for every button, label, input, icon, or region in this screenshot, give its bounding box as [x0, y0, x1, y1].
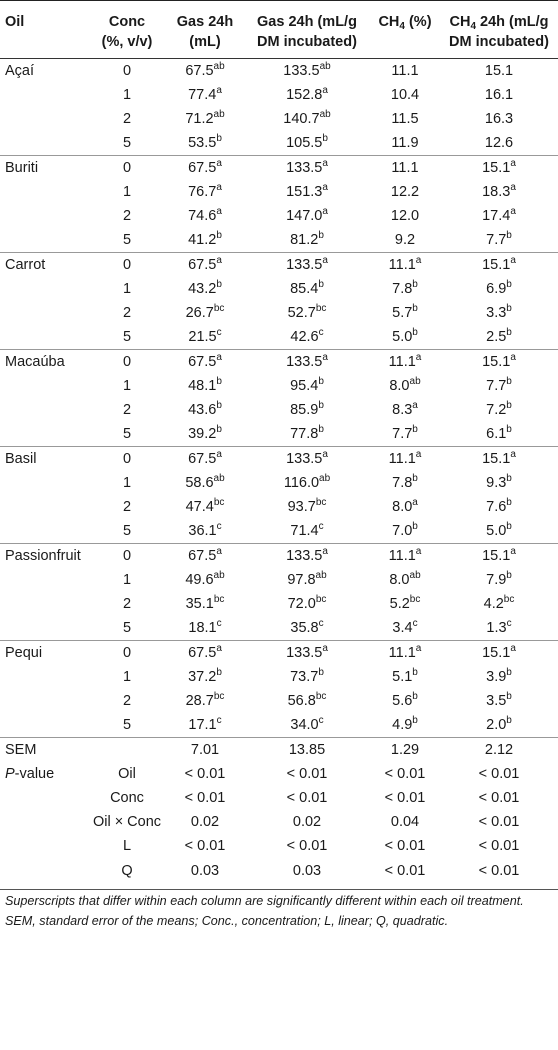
- oil-name: [0, 204, 88, 228]
- table-row: [0, 204, 558, 228]
- stats-row: [0, 762, 558, 786]
- table-row: [0, 253, 558, 278]
- gas-24h-dm-value: 133.5$^a$: [244, 350, 370, 375]
- oil-name: [0, 616, 88, 641]
- gas-24h-dm-value: 133.5$^{ab}$: [283, 61, 331, 79]
- header-conc: Conc (%, v/v): [88, 1, 166, 59]
- ch4-percent-value: 8.0$^{ab}$: [389, 570, 421, 588]
- conc-value: 2: [122, 693, 132, 709]
- oil-name: [0, 495, 88, 519]
- oil-name: [0, 228, 88, 253]
- stats-gas-24h-dm: 0.02: [292, 814, 322, 830]
- stats-ch4-24h-dm: < 0.01: [478, 790, 520, 806]
- stats-ch4-percent: < 0.01: [384, 838, 426, 854]
- gas-24h-value: 53.5$^b$: [188, 133, 222, 151]
- gas-24h-dm-value: 81.2$^b$: [290, 230, 324, 248]
- stats-ch4-24h-dm: < 0.01: [478, 838, 520, 854]
- footnote: Superscripts that differ within each column are significantly different within each oil treatment.: [5, 894, 524, 908]
- stats-label: [0, 858, 88, 890]
- stats-gas-24h: 7.01: [166, 738, 244, 763]
- gas-24h-dm-value: 77.8$^b$: [290, 424, 324, 442]
- ch4-percent-value: 5.7$^b$: [392, 303, 418, 321]
- oil-name: Macaúba: [0, 350, 88, 375]
- oil-name: [0, 519, 88, 544]
- gas-24h-dm-value: 34.0$^c$: [290, 715, 324, 733]
- ch4-24h-dm-value: 7.2$^b$: [486, 400, 512, 418]
- conc-value: 0: [88, 447, 166, 472]
- stats-term: Q: [88, 858, 166, 890]
- ch4-percent-value: 11.1$^a$: [370, 544, 440, 569]
- gas-24h-dm-value: 93.7$^{bc}$: [287, 497, 327, 515]
- table-row: [0, 156, 558, 181]
- conc-value: 0: [88, 253, 166, 278]
- ch4-24h-dm-value: 15.1$^a$: [440, 641, 558, 666]
- table-row: [0, 325, 558, 350]
- ch4-percent-value: 8.0$^{ab}$: [389, 376, 421, 394]
- ch4-24h-dm-value: 15.1$^a$: [440, 156, 558, 181]
- gas-24h-dm-value: 72.0$^{bc}$: [287, 594, 327, 612]
- table-row: [0, 350, 558, 375]
- stats-gas-24h: 0.02: [190, 814, 220, 830]
- table-row: [0, 641, 558, 666]
- table-row: [0, 447, 558, 472]
- ch4-percent-value: 11.1$^a$: [370, 641, 440, 666]
- gas-24h-value: 39.2$^b$: [188, 424, 222, 442]
- conc-value: 2: [122, 402, 132, 418]
- gas-24h-dm-value: 42.6$^c$: [290, 327, 324, 345]
- gas-24h-value: 37.2$^b$: [188, 667, 222, 685]
- oil-name: [0, 592, 88, 616]
- conc-value: 1: [122, 378, 132, 394]
- table-row: [0, 83, 558, 107]
- ch4-24h-dm-value: 1.3$^c$: [486, 618, 512, 636]
- conc-value: 1: [122, 572, 132, 588]
- gas-24h-value: 26.7$^{bc}$: [185, 303, 225, 321]
- oil-name: [0, 713, 88, 738]
- table-row: [0, 592, 558, 616]
- ch4-24h-dm-value: 6.1$^b$: [486, 424, 512, 442]
- stats-gas-24h: < 0.01: [184, 766, 226, 782]
- ch4-24h-dm-value: 15.1$^a$: [440, 350, 558, 375]
- ch4-percent-value: 12.2: [390, 184, 420, 200]
- gas-24h-value: 67.5$^a$: [166, 544, 244, 569]
- ch4-24h-dm-value: 15.1$^a$: [440, 447, 558, 472]
- gas-24h-dm-value: 133.5$^a$: [244, 447, 370, 472]
- conc-value: 5: [122, 426, 132, 442]
- header-gas-24h: Gas 24h (mL): [166, 1, 244, 59]
- ch4-24h-dm-value: 2.5$^b$: [486, 327, 512, 345]
- table-footnotes: [0, 890, 558, 930]
- conc-value: 0: [88, 350, 166, 375]
- ch4-24h-dm-value: 3.5$^b$: [486, 691, 512, 709]
- stats-label: [0, 810, 88, 834]
- ch4-percent-value: 10.4: [390, 87, 420, 103]
- gas-24h-value: 67.5$^a$: [166, 253, 244, 278]
- ch4-percent-value: 8.0$^a$: [392, 497, 418, 515]
- table-row: [0, 374, 558, 398]
- table-header: [0, 1, 558, 59]
- table-row: [0, 107, 558, 131]
- ch4-24h-dm-value: 9.3$^b$: [486, 473, 512, 491]
- stats-term: [88, 738, 166, 763]
- ch4-percent-value: 11.1$^a$: [370, 253, 440, 278]
- oil-name: [0, 422, 88, 447]
- stats-gas-24h: 0.03: [166, 858, 244, 890]
- stats-ch4-percent: < 0.01: [384, 790, 426, 806]
- oil-name: [0, 374, 88, 398]
- header-gas-24h-dm: Gas 24h (mL/g DM incubated): [244, 1, 370, 59]
- ch4-24h-dm-value: 6.9$^b$: [486, 279, 512, 297]
- ch4-percent-value: 5.1$^b$: [392, 667, 418, 685]
- table-row: [0, 277, 558, 301]
- table-row: [0, 301, 558, 325]
- oil-name: Buriti: [0, 156, 88, 181]
- ch4-percent-value: 12.0: [390, 208, 420, 224]
- ch4-percent-value: 3.4$^c$: [392, 618, 418, 636]
- oil-name: [0, 665, 88, 689]
- oil-name: Carrot: [0, 253, 88, 278]
- gas-24h-dm-value: 140.7$^{ab}$: [283, 109, 331, 127]
- gas-24h-value: 48.1$^b$: [188, 376, 222, 394]
- conc-value: 1: [122, 475, 132, 491]
- header-ch4-percent: $CH_4$ (%): [370, 1, 440, 59]
- gas-24h-value: 43.6$^b$: [188, 400, 222, 418]
- conc-value: 2: [122, 499, 132, 515]
- stats-term: Oil × Conc: [92, 814, 162, 830]
- oil-name: Açaí: [5, 63, 35, 79]
- gas-24h-dm-value: 105.5$^b$: [286, 133, 328, 151]
- table-row: [0, 665, 558, 689]
- gas-24h-dm-value: 56.8$^{bc}$: [287, 691, 327, 709]
- gas-24h-value: 76.7$^a$: [188, 182, 222, 200]
- table-body: [0, 59, 558, 890]
- table-row: [0, 471, 558, 495]
- gas-24h-value: 36.1$^c$: [188, 521, 222, 539]
- ch4-24h-dm-value: 12.6: [484, 135, 514, 151]
- gas-24h-value: 21.5$^c$: [188, 327, 222, 345]
- gas-24h-value: 43.2$^b$: [188, 279, 222, 297]
- oil-name: [0, 325, 88, 350]
- ch4-percent-value: 11.9: [391, 135, 419, 151]
- stats-ch4-24h-dm: < 0.01: [478, 766, 520, 782]
- stats-ch4-percent: 0.04: [390, 814, 420, 830]
- gas-24h-dm-value: 85.9$^b$: [290, 400, 324, 418]
- stats-gas-24h-dm: 13.85: [244, 738, 370, 763]
- table-row: [0, 180, 558, 204]
- gas-24h-value: 74.6$^a$: [188, 206, 222, 224]
- table-row: [0, 689, 558, 713]
- gas-24h-value: 17.1$^c$: [188, 715, 222, 733]
- ch4-24h-dm-value: 7.6$^b$: [486, 497, 512, 515]
- table-row: [0, 398, 558, 422]
- ch4-percent-value: 11.5: [391, 111, 419, 127]
- stats-row: [0, 834, 558, 858]
- gas-24h-value: 58.6$^{ab}$: [185, 473, 225, 491]
- oil-name: Passionfruit: [0, 544, 88, 569]
- stats-gas-24h-dm: < 0.01: [286, 838, 328, 854]
- stats-gas-24h-dm: 0.03: [244, 858, 370, 890]
- ch4-24h-dm-value: 15.1$^a$: [440, 253, 558, 278]
- oil-name: [0, 277, 88, 301]
- ch4-24h-dm-value: 15.1: [484, 63, 514, 79]
- conc-value: 0: [88, 544, 166, 569]
- table-row: [0, 713, 558, 738]
- ch4-percent-value: 11.1: [370, 156, 440, 181]
- ch4-percent-value: 7.8$^b$: [392, 473, 418, 491]
- oil-name: [0, 107, 88, 131]
- stats-ch4-24h-dm: < 0.01: [440, 858, 558, 890]
- gas-24h-value: 49.6$^{ab}$: [185, 570, 225, 588]
- conc-value: 5: [122, 135, 132, 151]
- gas-24h-dm-value: 97.8$^{ab}$: [287, 570, 327, 588]
- ch4-24h-dm-value: 7.7$^b$: [486, 230, 512, 248]
- stats-gas-24h: < 0.01: [184, 790, 226, 806]
- ch4-percent-value: 11.1: [391, 63, 419, 79]
- gas-24h-value: 47.4$^{bc}$: [185, 497, 225, 515]
- oil-name: [0, 180, 88, 204]
- ch4-24h-dm-value: 3.3$^b$: [486, 303, 512, 321]
- ch4-percent-value: 11.1$^a$: [370, 350, 440, 375]
- conc-value: 5: [122, 620, 132, 636]
- stats-term: L: [122, 838, 132, 854]
- gas-24h-value: 71.2$^{ab}$: [185, 109, 225, 127]
- stats-gas-24h-dm: < 0.01: [286, 766, 328, 782]
- stats-row: [0, 786, 558, 810]
- stats-label: [0, 786, 88, 810]
- gas-24h-value: 41.2$^b$: [188, 230, 222, 248]
- gas-24h-dm-value: 85.4$^b$: [290, 279, 324, 297]
- stats-label: [0, 834, 88, 858]
- oil-name: [0, 83, 88, 107]
- gas-24h-dm-value: 133.5$^a$: [244, 641, 370, 666]
- table-row: [0, 422, 558, 447]
- ch4-percent-value: 7.0$^b$: [392, 521, 418, 539]
- ch4-24h-dm-value: 16.3: [484, 111, 514, 127]
- gas-24h-dm-value: 95.4$^b$: [290, 376, 324, 394]
- oil-name: [0, 398, 88, 422]
- ch4-percent-value: 5.6$^b$: [392, 691, 418, 709]
- gas-24h-dm-value: 133.5$^a$: [244, 156, 370, 181]
- stats-ch4-percent: < 0.01: [384, 766, 426, 782]
- stats-gas-24h: < 0.01: [184, 838, 226, 854]
- ch4-24h-dm-value: 7.7$^b$: [486, 376, 512, 394]
- header-oil: Oil: [0, 1, 88, 59]
- conc-value: 5: [122, 523, 132, 539]
- gas-24h-value: 28.7$^{bc}$: [185, 691, 225, 709]
- table-row: [0, 59, 558, 84]
- ch4-24h-dm-value: 18.3$^a$: [482, 182, 516, 200]
- gas-24h-dm-value: 152.8$^a$: [286, 85, 328, 103]
- gas-24h-dm-value: 147.0$^a$: [286, 206, 328, 224]
- gas-24h-value: 35.1$^{bc}$: [185, 594, 225, 612]
- stats-label: P-value: [5, 766, 55, 782]
- stats-ch4-percent: 1.29: [370, 738, 440, 763]
- table-row: [0, 544, 558, 569]
- ch4-24h-dm-value: 17.4$^a$: [482, 206, 516, 224]
- stats-gas-24h-dm: < 0.01: [286, 790, 328, 806]
- conc-value: 0: [88, 156, 166, 181]
- table-row: [0, 568, 558, 592]
- table-row: [0, 495, 558, 519]
- ch4-percent-value: 8.3$^a$: [392, 400, 418, 418]
- conc-value: 1: [122, 669, 132, 685]
- stats-ch4-percent: < 0.01: [370, 858, 440, 890]
- gas-24h-dm-value: 133.5$^a$: [244, 544, 370, 569]
- conc-value: 2: [122, 305, 132, 321]
- oil-name: [0, 131, 88, 156]
- ch4-24h-dm-value: 15.1$^a$: [440, 544, 558, 569]
- table-row: [0, 228, 558, 253]
- stats-ch4-24h-dm: < 0.01: [478, 814, 520, 830]
- conc-value: 5: [122, 717, 132, 733]
- oil-name: [0, 301, 88, 325]
- gas-24h-value: 67.5$^a$: [166, 641, 244, 666]
- stats-term: Conc: [110, 790, 144, 806]
- table-row: [0, 616, 558, 641]
- gas-24h-value: 77.4$^a$: [188, 85, 222, 103]
- oil-name: [0, 471, 88, 495]
- footnote: SEM, standard error of the means; Conc., concentration; L, linear; Q, quadratic.: [5, 913, 449, 928]
- oil-name: Basil: [0, 447, 88, 472]
- gas-24h-dm-value: 116.0$^{ab}$: [283, 473, 331, 491]
- conc-value: 5: [122, 232, 132, 248]
- conc-value: 2: [122, 111, 132, 127]
- ch4-percent-value: 7.7$^b$: [392, 424, 418, 442]
- stats-term: Oil: [118, 766, 136, 782]
- ch4-percent-value: 4.9$^b$: [392, 715, 418, 733]
- gas-24h-dm-value: 151.3$^a$: [286, 182, 328, 200]
- gas-24h-dm-value: 71.4$^c$: [290, 521, 324, 539]
- ch4-percent-value: 5.2$^{bc}$: [389, 594, 421, 612]
- stats-row: [0, 810, 558, 834]
- table-row: [0, 519, 558, 544]
- stats-row: [0, 858, 558, 890]
- ch4-percent-value: 5.0$^b$: [392, 327, 418, 345]
- oil-name: Pequi: [0, 641, 88, 666]
- conc-value: 1: [122, 184, 132, 200]
- gas-24h-value: 67.5$^{ab}$: [185, 61, 225, 79]
- gas-24h-value: 67.5$^a$: [166, 350, 244, 375]
- conc-value: 2: [122, 596, 132, 612]
- stats-label: SEM: [0, 738, 88, 763]
- conc-value: 2: [122, 208, 132, 224]
- oil-name: [0, 689, 88, 713]
- conc-value: 0: [88, 641, 166, 666]
- ch4-24h-dm-value: 16.1: [484, 87, 514, 103]
- ch4-24h-dm-value: 3.9$^b$: [486, 667, 512, 685]
- gas-24h-value: 67.5$^a$: [166, 447, 244, 472]
- conc-value: 0: [122, 63, 132, 79]
- table-row: [0, 131, 558, 156]
- header-ch4-24h-dm: $CH_4$ 24h (mL/g DM incubated): [440, 1, 558, 59]
- gas-24h-value: 67.5$^a$: [166, 156, 244, 181]
- gas-24h-dm-value: 133.5$^a$: [244, 253, 370, 278]
- conc-value: 1: [122, 281, 132, 297]
- stats-ch4-24h-dm: 2.12: [440, 738, 558, 763]
- gas-24h-dm-value: 52.7$^{bc}$: [287, 303, 327, 321]
- ch4-24h-dm-value: 4.2$^{bc}$: [483, 594, 515, 612]
- ch4-percent-value: 7.8$^b$: [392, 279, 418, 297]
- conc-value: 5: [122, 329, 132, 345]
- ch4-24h-dm-value: 5.0$^b$: [486, 521, 512, 539]
- ch4-percent-value: 9.2: [394, 232, 416, 248]
- stats-row: [0, 738, 558, 763]
- oil-name: [0, 568, 88, 592]
- ch4-24h-dm-value: 7.9$^b$: [486, 570, 512, 588]
- gas-24h-dm-value: 73.7$^b$: [290, 667, 324, 685]
- ch4-percent-value: 11.1$^a$: [370, 447, 440, 472]
- conc-value: 1: [122, 87, 132, 103]
- gas-24h-dm-value: 35.8$^c$: [290, 618, 324, 636]
- gas-24h-value: 18.1$^c$: [188, 618, 222, 636]
- ch4-24h-dm-value: 2.0$^b$: [486, 715, 512, 733]
